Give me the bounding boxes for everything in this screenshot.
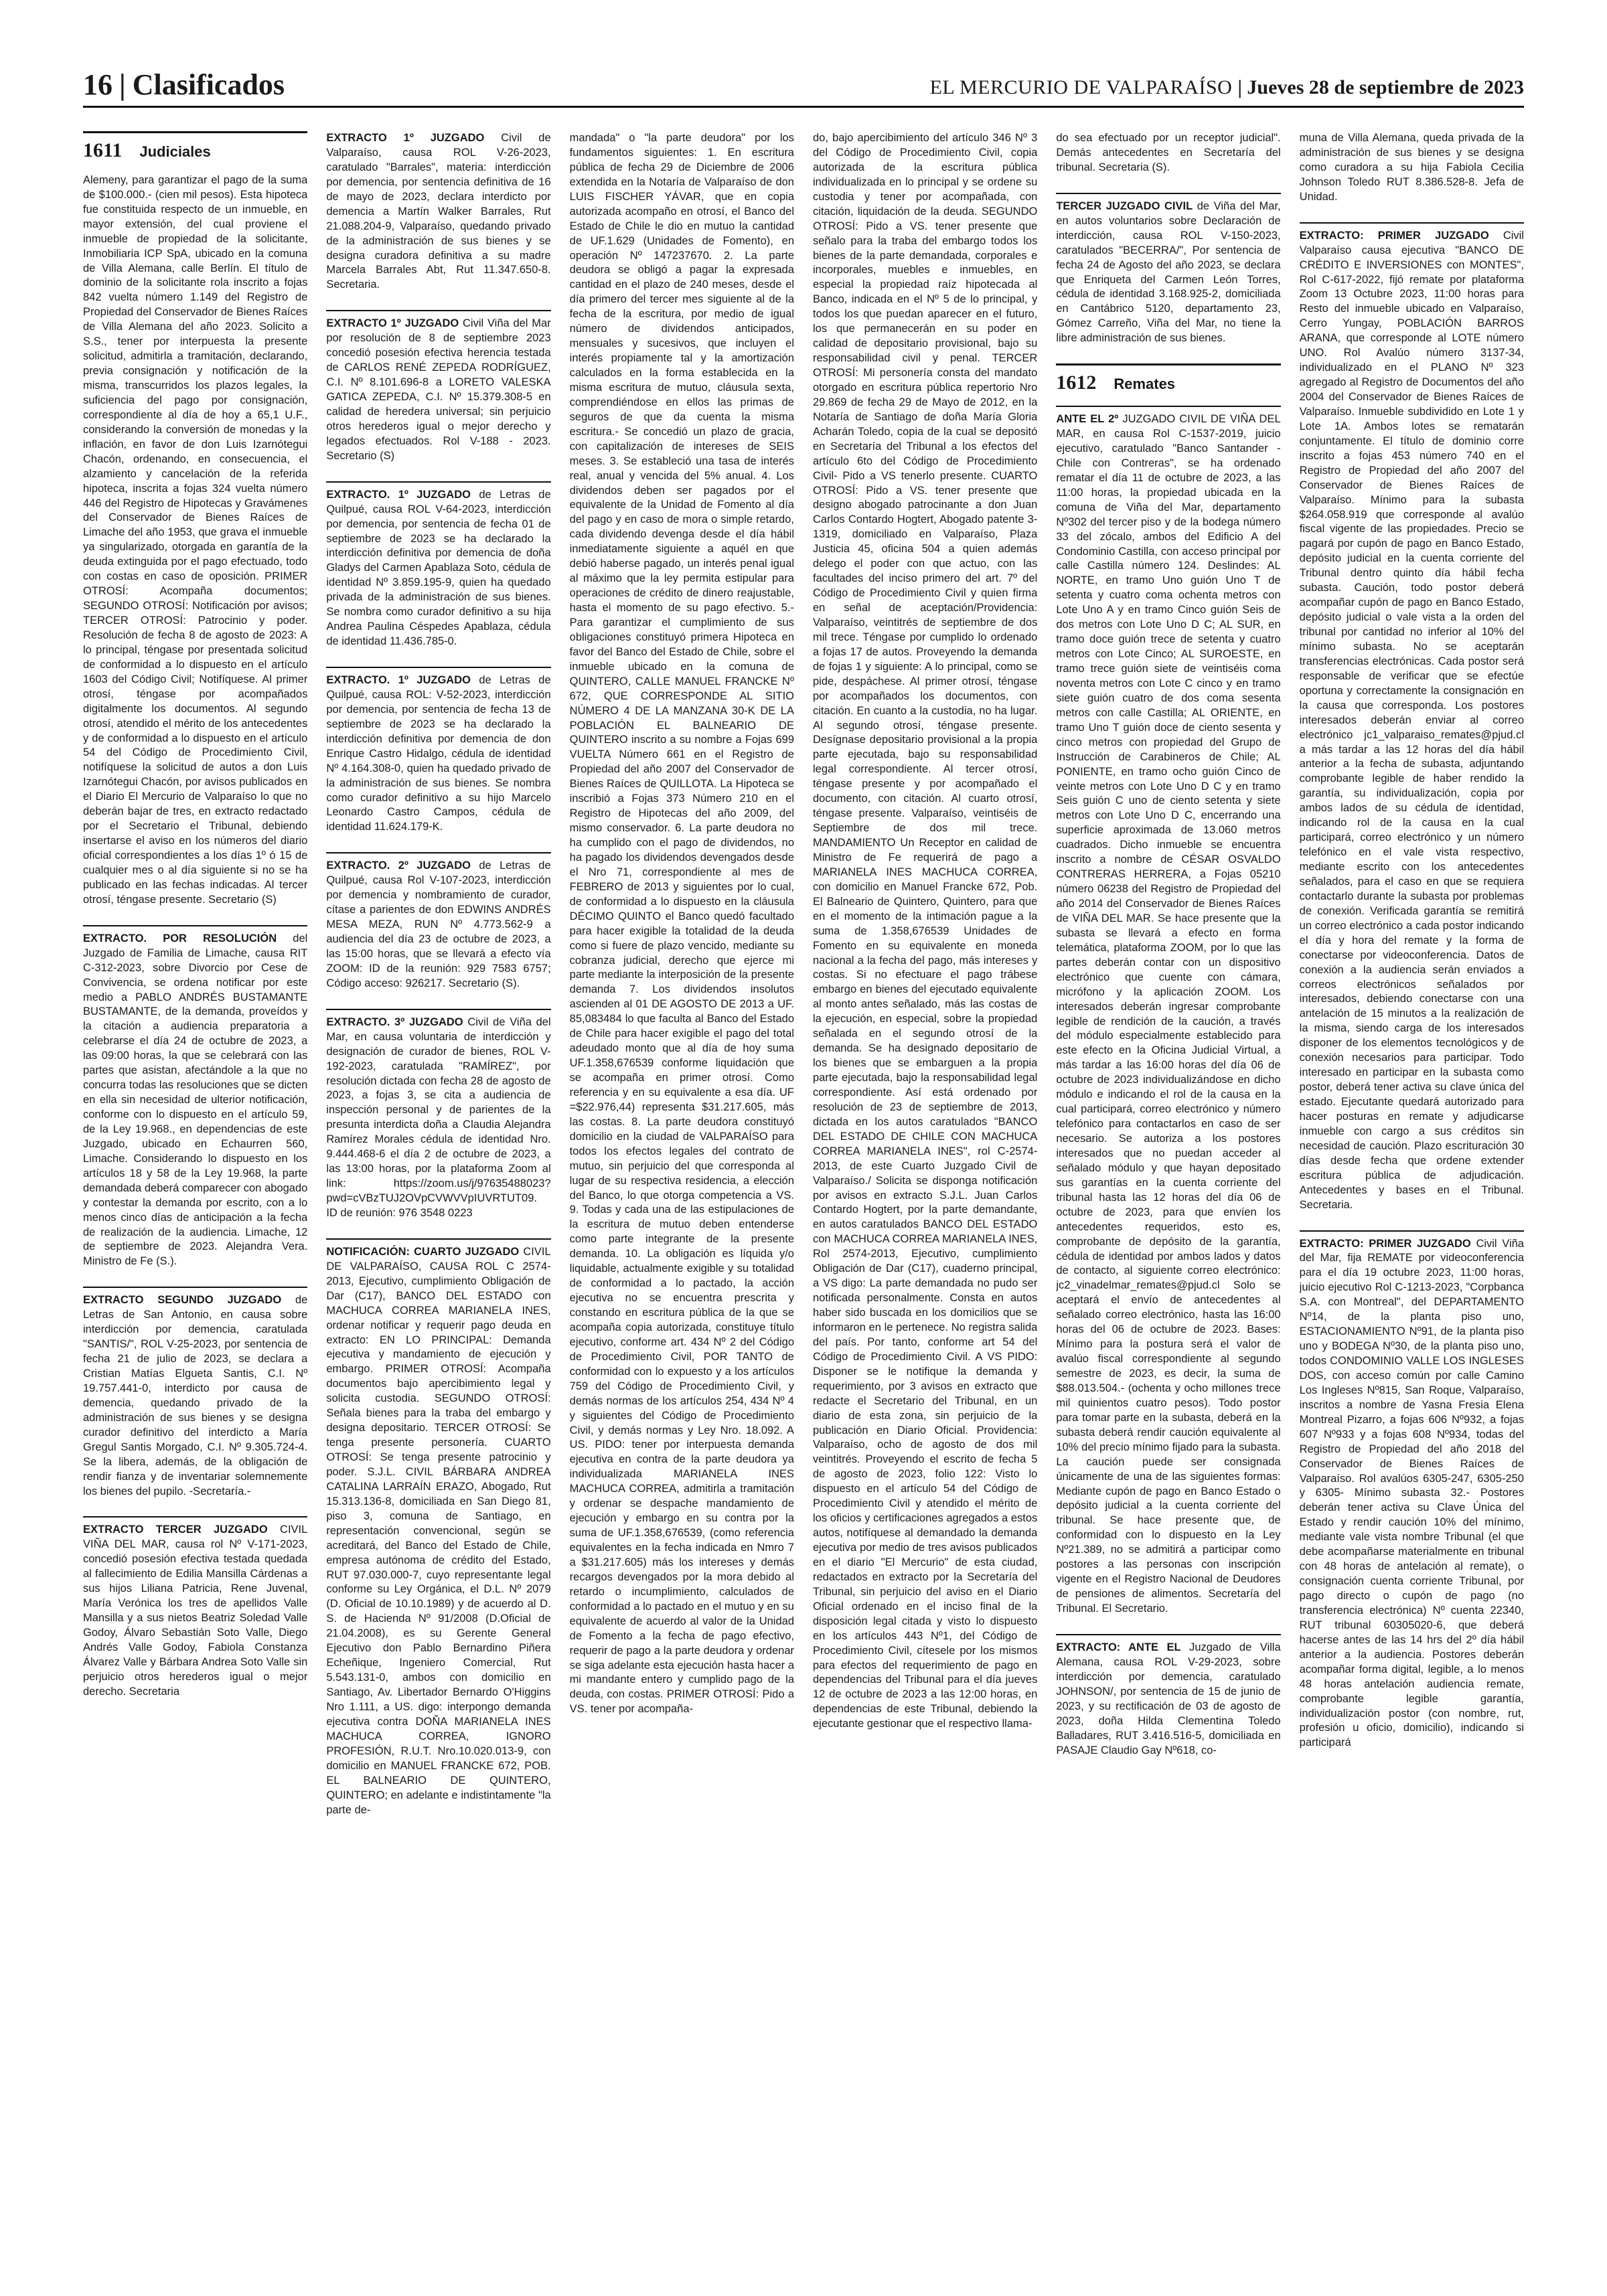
notice-text bbox=[813, 131, 1037, 1732]
column-2 bbox=[326, 131, 550, 2246]
legal-notice bbox=[326, 131, 550, 295]
notice-text bbox=[1056, 412, 1280, 1617]
notice-body: do sea efectuado por un receptor judicial". Demás antecedentes en Secretaría del tribunal. Secretaria (S). bbox=[1056, 132, 1281, 173]
notice-body: muna de Villa Alemana, queda privada de la administración de sus bienes y se designa como curadora a su hija Fabiola Cecilia Johnson Toledo RUT 8.386.528-8. Jefa de Unidad. bbox=[1299, 132, 1524, 203]
notice-text bbox=[83, 932, 307, 1270]
page-header bbox=[83, 64, 1524, 108]
legal-notice bbox=[1300, 1230, 1524, 1754]
notice-body: Civil de Viña del Mar, en causa voluntaria de interdicción y designación de curador de bienes, ROL V-192-2023, caratulada "RAMÍREZ", por resolución dictada con fecha 28 de agosto de 2023, a fojas 3, se cita a audiencia de inspección personal y de parientes de la presunta interdicta doña a Claudia Alejandra Ramírez Morales cédula de identidad Nro. 9.444.468-6 el día 2 de octubre de 2023, a las 13:00 horas, por la plataforma Zoom al link: https://zoom.us/j/97635488023?pwd=cVBzTUJ2OVpCVWVVpIUVRTUT09. ID de reunión: 976 3548 0223 bbox=[326, 1015, 551, 1219]
notice-body: Civil Valparaíso causa ejecutiva "BANCO DE CRÉDITO E INVERSIONES con MONTES", Rol C-617-2022, fijó remate por plataforma Zoom 13 Octubre 2023, 11:00 horas para Resto del inmueble ubicado en Valparaíso, Cerro Yungay, POBLACIÓN BARROS ARANA, que corresponde al LOTE número UNO. Rol Avalúo número 3137-34, individualizado en el PLANO Nº 323 agregado al Registro de Documentos del año 2004 del Conservador de Bienes Raíces de Valparaíso. Inmueble subdividido en Lote 1 y Lote 1A. Ambos lotes se rematarán conjuntamente. El título de dominio corre inscrito a fojas 453 número 740 en el Registro de Propiedad del año 2007 del Conservador de Bienes Raíces de Valparaíso. Mínimo para la subasta $264.058.919 que corresponde al avalúo fiscal vigente de las propiedades. Precio se pagará por cupón de pago en Banco Estado, depósito judicial en la cuenta corriente del Tribunal dentro quinto día hábil fecha subasta. Caución, todo postor deberá acompañar cupón de pago en Banco Estado, depósito judicial o vale vista a la orden del tribunal por cantidad no inferior al 10% del mínimo subasta. No se aceptarán transferencias electrónicas. Cada postor será responsable de verificar que se efectúe oportuna y correctamente la consignación en la causa que corresponda. Los postores interesados deberán enviar al correo electrónico jc1_valparaiso_remates@pjud.cl a más tardar a las 12 horas del día hábil anterior a la fecha de subasta, adjuntando comprobante legible de haber rendido la garantía, su individualización, copia por ambos lados de su cédula de identidad, indicando rol de la causa en la cual participará, correo electrónico y un número telefónico en el vale vista respectivo, mediante escrito con los antecedentes señalados, para el caso en que se requiera contactarlo durante la subasta por problemas de conexión. Verificada garantía se remitirá un correo electrónico a cada postor indicando el día y hora del remate y la forma de conectarse por videoconferencia. Datos de conexión a la audiencia serán enviados a correos electrónicos señalados por interesados, debiendo conectarse con una antelación de 15 minutos a la realización de la misma, siendo carga de los interesados disponer de los elementos tecnológicos y de conexión necesarios para participar. Todo interesado en participar en la subasta como postor, deberá tener activa su clave única del estado. Ejecutante quedará autorizado para hacer posturas en remate y adjudicarse inmueble con cargo a sus créditos sin necesidad de caución. Plazo escrituración 30 días desde fecha que ordene extender escritura pública de adjudicación. Antecedentes y bases en el Tribunal. Secretaria. bbox=[1299, 229, 1524, 1211]
legal-notice bbox=[1300, 222, 1524, 1216]
column-1 bbox=[83, 131, 307, 2246]
notice-body: del Juzgado de Familia de Limache, causa RIT C-312-2023, sobre Divorcio por Cese de Convivencia, se ordena notificar por este medio a PABLO ANDRÉS BUSTAMANTE BUSTAMANTE, de la demanda, proveídos y la citación a audiencia preparatoria a celebrarse el día 24 de octubre de 2023, a las 09:00 horas, la que se celebrará con las partes que asistan, afectándole a la que no concurra todas las resoluciones que se dicten en ella sin necesidad de ulterior notificación, conforme con lo dispuesto en el artículo 59, de la Ley 19.968., en dependencias de este Juzgado, ubicado en Echaurren 560, Limache. Considerando lo dispuesto en los artículos 18 y 58 de la Ley 19.968, la parte demandada deberá comparecer con abogado y contestar la demanda por escrito, con a lo menos cinco días de anticipación a la fecha de realización de la audiencia. Limache, 12 de septiembre de 2023. Alejandra Vera. Ministro de Fe (S.). bbox=[83, 932, 308, 1268]
notice-lead: EXTRACTO 1º JUZGADO bbox=[326, 132, 485, 144]
legal-notice bbox=[83, 1287, 307, 1501]
legal-notice bbox=[1056, 1634, 1280, 1761]
notice-lead: EXTRACTO: ANTE EL bbox=[1056, 1641, 1181, 1653]
header-separator: | bbox=[119, 68, 126, 101]
legal-notice bbox=[813, 131, 1037, 1734]
notice-text bbox=[1300, 1237, 1524, 1751]
legal-notice bbox=[1300, 131, 1524, 208]
notice-lead: EXTRACTO. 1º JUZGADO bbox=[326, 674, 471, 686]
section-label: Judiciales bbox=[139, 143, 211, 160]
legal-notice bbox=[570, 131, 794, 1720]
notice-text bbox=[326, 488, 550, 649]
notice-body: de Letras de Quilpué, causa Rol V-107-2023, interdicción por demencia y nombramiento de curador, cítase a parientes de don EDWINS ANDRÉS MESA MEZA, RUN Nº 4.773.562-9 a audiencia del día 23 de octubre de 2023, a las 15:00 horas, que se llevará a efecto vía ZOOM: ID de la reunión: 929 7583 6757; Código acceso: 926217. Secretario (S). bbox=[326, 859, 551, 989]
classifieds-columns bbox=[83, 131, 1524, 2246]
section-number: 1611 bbox=[83, 139, 123, 161]
notice-text bbox=[326, 859, 550, 991]
notice-text bbox=[1300, 131, 1524, 205]
notice-text bbox=[1300, 229, 1524, 1213]
notice-body: de Letras de San Antonio, en causa sobre interdicción por demencia, caratulada "SANTIS/", ROL V-25-2023, por sentencia de fecha 21 de julio de 2023, se declara a Cristian Matías Elgueta Santis, C.I. Nº 19.757.441-0, interdicto por causa de demencia, quedando privado de la administración de sus bienes y se designa curador definitivo del interdicto a María Gregul Santis Morgado, C.I. Nº 9.305.724-4. Se la libera, además, de la obligación de rendir fianza y de inventariar solemnemente los bienes del pupilo. -Secretaría.- bbox=[83, 1294, 308, 1497]
notice-body: JUZGADO CIVIL DE VIÑA DEL MAR, en causa Rol C-1537-2019, juicio ejecutivo, caratulado "Banco Santander - Chile con Contreras", se ha ordenado rematar el día 11 de octubre de 2023, a las 11:00 horas, la propiedad ubicada en la comuna de Viña del Mar, departamento Nº302 del tercer piso y de la bodega número 33 del zócalo, ambos del Edificio A del Condominio Castilla, con acceso principal por calle Castilla número 124. Deslindes: AL NORTE, en tramo Uno guión Uno T de setenta y cuatro coma ochenta metros con Lote Uno A y en tramo Cinco guión Seis de dos metros con Lote Uno D C; AL SUR, en tramo doce guión trece de setenta y cuatro metros con Lote Cinco; AL SUROESTE, en tramo trece guión siete de veintiséis coma noventa metros con Lote C cinco y en tramo siete guión cuatro de dos coma sesenta metros con calle Castilla; AL ORIENTE, en tramo Uno T guión doce de ciento sesenta y cinco metros con propiedad del Grupo de Instrucción de Carabineros de Chile; AL PONIENTE, en tramo ocho guión Cinco de veinte metros con Lote Uno D C y en tramo Seis guión C uno de ciento setenta y siete metros con Lote Uno D C, encerrando una superficie aproximada de 13.060 metros cuadrados. Dicho inmueble se encuentra inscrito a nombre de CÉSAR OSVALDO CONTRERAS HERRERA, a Fojas 05210 número 06238 del Registro de Propiedad del año 2014 del Conservador de Bienes Raíces de VIÑA DEL MAR. Se hace presente que la subasta se llevará a efecto en forma telemática, plataforma ZOOM, por lo que las partes deberán contar con un dispositivo electrónico que cuente con cámara, micrófono y la aplicación ZOOM. Los interesados deberán ingresar comprobante legible de rendición de la caución, a través del módulo especialmente establecido para este efecto en la Oficina Judicial Virtual, a más tardar a las 16:00 horas del día 06 de octubre de 2023 individualizándose en dicho módulo e indicando el rol de la causa en la cual participará, correo electrónico y número telefónico para contactarlos en caso de ser necesario. Se autoriza a los postores interesados que no puedan acceder al señalado módulo y que hayan depositado sus garantías en la cuenta corriente del tribunal hasta las 12 horas del día 06 de octubre de 2023, para que envíen los antecedentes requeridos, esto es, comprobante de depósito de la garantía, cédula de identidad por ambos lados y datos de contacto, al siguiente correo electrónico: jc2_vinadelmar_remates@pjud.cl Solo se aceptará el envío de antecedentes al señalado correo electrónico, hasta las 16:00 horas del 06 de octubre de 2023. Bases: Mínimo para la postura será el valor de avalúo fiscal correspondiente al segundo semestre de 2023, es decir, la suma de $88.013.504.- (ochenta y ocho millones trece mil quinientos cuatro pesos). Todo postor para tomar parte en la subasta, deberá en la subasta deberá rendir caución equivalente al 10% del precio mínimo fijado para la subasta. La caución puede ser consignada únicamente de una de las siguientes formas: Mediante cupón de pago en Banco Estado o depósito judicial a la cuenta corriente del tribunal. Se hace presente que, de conformidad con lo dispuesto en la Ley Nº21.389, no se admitirá a participar como postores a las personas con inscripción vigente en el Registro Nacional de Deudores de pensiones de alimentos. Secretaría del Tribunal. El Secretario. bbox=[1056, 413, 1281, 1615]
notice-body: Civil Viña del Mar, fija REMATE por videoconferencia para el día 19 octubre 2023, 11:00 horas, juicio ejecutivo Rol C-1213-2023, "Corpbanca S.A. con Montreal", del DEPARTAMENTO Nº14, de la planta piso uno, ESTACIONAMIENTO Nº91, de la planta piso uno y BODEGA Nº30, de la planta piso uno, todos CONDOMINIO VALLE LOS INGLESES DOS, con acceso común por calle Camino Los Ingleses Nº815, San Roque, Valparaíso, inscritos a nombre de Yasna Fresia Elena Montreal Pizarro, a fojas 606 Nº932, a fojas 607 Nº933 y a fojas 608 Nº934, todas del Registro de Propiedad del año 2018 del Conservador de Bienes Raíces de Valparaíso. Rol avalúos 6305-247, 6305-250 y 6305- Mínimo subasta 32.- Postores deberán tener activa su Clave Única del Estado y rendir caución 10% del mínimo, mediante vale vista nombre Tribunal (el que debe acompañarse materialmente en tribunal con 48 horas de antelación al remate), o consignación cuenta corriente Tribunal, por pago directo o cupón de pago (no transferencia electrónica) Nº cuenta 22340, RUT tribunal 60305020-6, que deberá hacerse antes de las 14 hrs del 2º día hábil anterior a la audiencia. Postores deberán acompañar forma digital, legible, a lo menos 48 horas antelación audiencia remate, comprobante legible garantía, individualización postor (con nombre, rut, profesión u oficio, domicilio), indicando si participará bbox=[1299, 1237, 1524, 1749]
notice-lead: EXTRACTO TERCER JUZGADO bbox=[83, 1524, 268, 1536]
notice-text bbox=[326, 317, 550, 463]
column-5 bbox=[1056, 131, 1280, 2246]
notice-text bbox=[1056, 1641, 1280, 1758]
legal-notice bbox=[83, 173, 307, 910]
notice-text bbox=[83, 173, 307, 908]
section-number: 1612 bbox=[1056, 372, 1097, 394]
notice-body: Civil Viña del Mar por resolución de 8 de septiembre 2023 concedió posesión efectiva herencia testada de CARLOS RENÉ ZEPEDA RODRÍGUEZ, C.I. Nº 8.101.696-8 a LORETO VALESKA GATICA ZEPEDA, C.I. Nº 15.379.308-5 en calidad de heredera universal; sin perjuicio otros herederos igual o mejor derecho y legados efectuados. Rol V-188 - 2023. Secretario (S) bbox=[326, 317, 551, 462]
legal-notice bbox=[1056, 193, 1280, 349]
notice-lead: ANTE EL 2º bbox=[1056, 413, 1119, 426]
notice-text bbox=[1056, 131, 1280, 175]
legal-notice bbox=[326, 1238, 550, 1821]
notice-lead: EXTRACTO. 3º JUZGADO bbox=[326, 1015, 463, 1028]
notice-body: Juzgado de Villa Alemana, causa ROL V-29-2023, sobre interdicción por demencia, caratulado JOHNSON/, por sentencia de 15 de junio de 2023, y su rectificación de 03 de agosto de 2023, doña Hilda Clementina Toledo Balladares, RUT 3.416.516-5, domiciliada en PASAJE Claudio Gay Nº618, co- bbox=[1056, 1641, 1281, 1756]
notice-lead: EXTRACTO. POR RESOLUCIÓN bbox=[83, 932, 277, 945]
notice-text bbox=[83, 1293, 307, 1499]
legal-notice bbox=[326, 667, 550, 837]
column-6 bbox=[1300, 131, 1524, 2246]
legal-notice bbox=[326, 852, 550, 993]
notice-body: do, bajo apercibimiento del artículo 346 Nº 3 del Código de Procedimiento Civil, copia autorizada de la escritura pública individualizada en lo principal y se ordene su custodia y tener por acompañada, con citación, liquidación de la deuda. SEGUNDO OTROSÍ: Pido a VS. tener presente que señalo para la traba del embargo todos los bienes de la parte demandada, corporales e incorporales, muebles e inmuebles, en especial la propiedad raíz hipotecada al Banco, indicada en el Nº 5 de lo principal, y todos los que puedan aparecer en el futuro, los que permanecerán en su poder en calidad de depositario provisional, bajo su responsabilidad civil y penal. TERCER OTROSÍ: Mi personería consta del mandato otorgado en escritura pública repertorio Nro 29.869 de fecha 29 de Mayo de 2012, en la Notaría de Santiago de doña María Gloria Acharán Toledo, copia de la cual se depositó en Secretaría del Tribunal a los efectos del artículo 6to del Código de Procedimiento Civil- Pido a VS tenerlo presente. CUARTO OTROSÍ: Pido a VS. tener presente que designo abogado patrocinante a don Juan Carlos Contardo Hogtert, Abogado patente 3-1319, domiciliado en Valparaíso, Plaza Justicia 45, oficina 504 a quien además delego el poder con que actuo, con las facultades del inciso primero del art. 7º del Código de Procedimiento Civil y quien firma en señal de aceptación/Providencia: Valparaíso, veintitrés de septiembre de dos mil trece. Téngase por cumplido lo ordenado a fojas 17 de autos. Proveyendo la demanda de fojas 1 y siguiente: A lo principal, como se pide, despáchese. Al primer otrosí, téngase por acompañados los documentos, con citación. En cuanto a la custodia, no ha lugar. Al segundo otrosí, téngase presente. Desígnase depositario provisional a la propia parte ejecutada, bajo su responsabilidad legal correspondiente. Al tercer otrosí, téngase presente y por acompañado el documento, con citación. Al cuarto otrosí, téngase presente. Valparaíso, veintiséis de Septiembre de dos mil trece. MANDAMIENTO Un Receptor en calidad de Ministro de Fe requerirá de pago a MARIANELA INES MACHUCA CORREA, con domicilio en Manuel Francke 672, Pob. El Balneario de Quintero, Quintero, para que en el momento de la intimación pague a la suma de 1.358,676539 Unidades de Fomento en su equivalente en moneda nacional a la fecha del pago, más intereses y costas. Si no efectuare el pago trábese embargo en bienes del ejecutado equivalente al monto antes señalado, más las costas de la ejecución, en especial, sobre la propiedad señalada en el segundo otrosí de la demanda. Se ha designado depositario de los bienes que se embarguen a la propia parte ejecutada, bajo la responsabilidad legal correspondiente. Así está ordenado por resolución de 23 de septiembre de 2013, dictada en los autos caratulados "BANCO DEL ESTADO DE CHILE CON MACHUCA CORREA MARIANELA INES", rol C-2574-2013, de este Cuarto Juzgado Civil de Valparaíso./ Solicita se disponga notificación por avisos en extracto S.J.L. Juan Carlos Contardo Hogtert, por la parte demandante, en autos caratulados BANCO DEL ESTADO con MACHUCA CORREA MARIANELA INES, Rol 2574-2013, Ejecutivo, cumplimiento Obligación de Dar (C17), cuaderno principal, a VS digo: La parte demandada no pudo ser notificada personalmente. Consta en autos haber sido buscada en los domicilios que se informaron en le pertenece. No registra salida del país. Por tanto, conforme art 54 del Código de Procedimiento Civil. A VS PIDO: Disponer se le notifique la demanda y requerimiento, por 3 avisos en extracto que redacte el Secretario del Tribunal, en un diario de esta zona, sin perjuicio de la publicación en Diario Oficial. Providencia: Valparaíso, ocho de agosto de dos mil veintitrés. Proveyendo el escrito de fecha 5 de agosto de 2023, folio 122: Visto lo dispuesto en el artículo 54 del Código de Procedimiento Civil y atendido el mérito de los oficios y certificaciones agregados a estos autos, notifíquese al demandado la demanda ejecutiva por medio de tres avisos publicados en el diario "El Mercurio" de esta ciudad, redactados en extracto por la Secretaría del Tribunal, sin perjuicio del aviso en el Diario Oficial ordenado en el inciso final de la disposición legal citada y visto lo dispuesto en los artículos 443 Nº1, del Código de Procedimiento Civil, cítesele por los mismos para efectos del requerimiento de pago en dependencias del Tribunal para el día jueves 12 de octubre de 2023 a las 12:00 horas, en dependencias de este Tribunal, debiendo la ejecutante gestionar que el respectivo llama- bbox=[813, 132, 1038, 1730]
notice-lead: EXTRACTO. 1º JUZGADO bbox=[326, 488, 471, 501]
legal-notice bbox=[83, 925, 307, 1273]
notice-body: de Letras de Quilpué, causa ROL V-64-2023, interdicción por demencia, por sentencia de fecha 01 de septiembre de 2023 se ha declarado la interdicción definitiva por demencia de doña Gladys del Carmen Apablaza Soto, cédula de identidad Nº 3.859.195-9, quien ha quedado privada de la administración de sus bienes. Se nombra como curador definitivo a su hija Andrea Paulina Céspedes Apablaza, cédula de identidad 11.436.785-0. bbox=[326, 488, 551, 648]
legal-notice bbox=[326, 310, 550, 466]
notice-text bbox=[570, 131, 794, 1717]
notice-lead: TERCER JUZGADO CIVIL bbox=[1056, 199, 1193, 212]
issue-date: | Jueves 28 de septiembre de 2023 bbox=[1237, 76, 1524, 98]
notice-lead: EXTRACTO 1º JUZGADO bbox=[326, 317, 459, 330]
notice-body: CIVIL DE VALPARAÍSO, CAUSA ROL C 2574-2013, Ejecutivo, cumplimiento Obligación de Dar (C17), BANCO DEL ESTADO con MACHUCA CORREA MARIANELA INES, ordenar notificar y requerir pago deuda en extracto: EN LO PRINCIPAL: Demanda ejecutiva y mandamiento de ejecución y embargo. PRIMER OTROSÍ: Acompaña documentos bajo apercibimiento legal y solicita custodia. SEGUNDO OTROSÍ: Señala bienes para la traba del embargo y designa depositario. TERCER OTROSÍ: Se tenga presente personería. CUARTO OTROSÍ: Se tenga presente patrocinio y poder. S.J.L. CIVIL BÁRBARA ANDREA CATALINA LARRAÍN ERAZO, Abogado, Rut 15.313.136-8, domiciliada en San Diego 81, piso 3, comuna de Santiago, en representación convencional, según se acreditará, del Banco del Estado de Chile, empresa autónoma de crédito del Estado, RUT 97.030.000-7, cuyo representante legal conforme su Ley Orgánica, el D.L. Nº 2079 (D. Oficial de 10.10.1989) y de acuerdo al D. S. de Hacienda Nº 91/2008 (D.Oficial de 21.04.2008), es su Gerente General Ejecutivo don Pablo Bernardino Piñera Echeñique, Ingeniero Comercial, Rut 5.543.131-0, ambos con domicilio en Santiago, Av. Libertador Bernardo O'Higgins Nro 1.111, a US. digo: interpongo demanda ejecutiva contra DOÑA MARIANELA INES MACHUCA CORREA, IGNORO PROFESIÓN, R.U.T. Nro.10.020.013-9, con domicilio en MANUEL FRANCKE 672, POB. EL BALNEARIO DE QUINTERO, QUINTERO; en adelante e indistintamente "la parte de- bbox=[326, 1245, 551, 1816]
section-label: Remates bbox=[1114, 376, 1176, 393]
notice-text bbox=[1056, 199, 1280, 346]
legal-notice bbox=[326, 1009, 550, 1224]
notice-lead: EXTRACTO: PRIMER JUZGADO bbox=[1299, 1237, 1471, 1250]
section-title: Clasificados bbox=[132, 68, 285, 101]
notice-text bbox=[326, 1245, 550, 1818]
notice-body: mandada" o "la parte deudora" por los fundamentos siguientes: 1. En escritura pública de fecha 29 de Diciembre de 2006 extendida en la Notaría de Valparaíso de don LUIS FISCHER YÁVAR, que en copia autorizada acompaño en otrosí, el Banco del Estado de Chile le dio en mutuo la cantidad de UF.1.629 (Unidades de Fomento), en operación Nº 147237670. 2. La parte deudora se obligó a pagar la expresada cantidad en el plazo de 240 meses, desde el día primero del tercer mes siguiente al de la fecha de la escritura, por medio de igual número de dividendos anticipados, mensuales y sucesivos, que incluyen el interés propiamente tal y la amortización calculados en la forma establecida en la misma escritura de mutuo, cláusula sexta, comprendiéndose en ellos las primas de seguros de que da cuenta la misma escritura.- Se concedió un plazo de gracia, con capitalización de intereses de SEIS meses. 3. Se estableció una tasa de interés real, anual y vencida del 5% anual. 4. Los dividendos deben ser pagados por el equivalente de la Unidad de Fomento al día del pago y en caso de mora o simple retardo, cada dividendo devenga desde el día hábil inmediatamente siguiente a aquél en que debió haberse pagado, un interés penal igual al máximo que la ley permita estipular para operaciones de crédito de dinero reajustable, hasta el momento de su pago efectivo. 5.- Para garantizar el cumplimiento de sus obligaciones constituyó primera Hipoteca en favor del Banco del Estado de Chile, sobre el inmueble ubicado en la comuna de QUINTERO, CALLE MANUEL FRANCKE Nº 672, QUE CORRESPONDE AL SITIO NÚMERO 4 DE LA MANZANA 30-K DE LA POBLACIÓN EL BALNEARIO DE QUINTERO inscrito a su nombre a Fojas 699 VUELTA Número 661 en el Registro de Propiedad del año 2007 del Conservador de Bienes Raíces de QUILLOTA. La Hipoteca se inscribió a Fojas 373 Número 210 en el Registro de Hipotecas del año 2009, del mismo conservador. 6. La parte deudora no ha cumplido con el pago de dividendos, no ha pagado los dividendos devengados desde el Nro 71, correspondiente al mes de FEBRERO de 2013 y siguientes por lo cual, de conformidad a lo dispuesto en la cláusula DÉCIMO QUINTO el Banco quedó facultado para hacer exigible la totalidad de la deuda como si fuere de plazo vencido, mediante su cobranza judicial, derecho que ejerce mi parte mediante la interposición de la presente demanda 7. Los dividendos insolutos ascienden al 01 DE AGOSTO DE 2013 a UF. 85,083484 lo que faculta al Banco del Estado de Chile para hacer exigible el pago del total adeudado monto que al día de hoy suma UF.1.358,676539 conforme liquidación que se acompaña en primer otrosí. Como referencia y en su equivalente a esa día. UF =$22.976,44) representa $31.217.605, más las costas. 8. La parte deudora constituyó domicilio en la ciudad de VALPARAÍSO para todos los efectos legales del contrato de mutuo, sin perjuicio del que corresponda al lugar de su respectiva residencia, a elección del Banco, lo que otorga competencia a VS. 9. Todas y cada una de las estipulaciones de la escritura de mutuo deben entenderse como parte integrante de la presente demanda. 10. La obligación es líquida y/o liquidable, actualmente exigible y su totalidad de conformidad a lo pactado, la acción ejecutiva no se encuentra prescrita y constando en escritura pública de la que se acompaña copia autorizada, constituye título ejecutivo, conforme art. 434 Nº 2 del Código de Procedimiento Civil, POR TANTO de conformidad con lo expuesto y a los artículos 759 del Código de Procedimiento Civil, y demás normas de los artículos 254, 434 Nº 4 y siguientes del Código de Procedimiento Civil, y demás normas y Ley Nro. 18.092. A US. PIDO: tener por interpuesta demanda ejecutiva en contra de la parte deudora ya individualizada MARIANELA INES MACHUCA CORREA, admitirla a tramitación y ordenar se despache mandamiento de ejecución y embargo en su contra por la suma de UF.1.358,676539, (como referencia equivalentes en la fecha indicada en Nmro 7 a $31.217.605) más los intereses y demás recargos devengados por la mora debido al retardo o incumplimiento, calculados de conformidad a lo pactado en el mutuo y en su equivalente de acuerdo al valor de la Unidad de Fomento a la fecha de pago efectivo, requerir de pago a la parte deudora y ordenar se siga adelante esta ejecución hasta hacer a mi mandante entero y cumplido pago de la deuda, con costas. PRIMER OTROSÍ: Pido a VS. tener por acompaña- bbox=[569, 132, 794, 1716]
notice-lead: NOTIFICACIÓN: CUARTO JUZGADO bbox=[326, 1245, 520, 1258]
notice-text bbox=[326, 673, 550, 835]
notice-body: CIVIL VIÑA DEL MAR, causa rol Nº V-171-2023, concedió posesión efectiva testada quedada al fallecimiento de Edilia Mansilla Cárdenas a sus hijos Liliana Patricia, Rene Juvenal, María Verónica los tres de apellidos Valle Mansilla y a sus nietos Beatriz Soledad Valle Godoy, Álvaro Sebastián Soto Valle, Diego Andrés Valle Godoy, Fabiola Constanza Álvarez Valle y Bárbara Andrea Soto Valle sin perjuicio otros herederos igual o mejor derecho. Secretaria bbox=[83, 1524, 308, 1698]
notice-lead: EXTRACTO: PRIMER JUZGADO bbox=[1299, 229, 1489, 242]
notice-lead: EXTRACTO. 2º JUZGADO bbox=[326, 859, 471, 872]
notice-text bbox=[83, 1523, 307, 1699]
notice-body: Civil de Valparaíso, causa ROL V-26-2023, caratulado "Barrales", materia: interdicción por demencia, por sentencia definitiva de 16 de mayo de 2023, declara interdicto por demencia a Martín Walker Barrales, Rut 21.088.204-9, Valparaíso, quedando privado de la administración de sus bienes y se designa curadora definitiva a su madre Marcela Barrales Abt, Rut 11.347.650-8. Secretaria. bbox=[326, 132, 551, 291]
legal-notice bbox=[83, 1516, 307, 1702]
newspaper-name: EL MERCURIO DE VALPARAÍSO bbox=[929, 76, 1233, 98]
column-4 bbox=[813, 131, 1037, 2246]
legal-notice bbox=[326, 481, 550, 652]
notice-text bbox=[326, 131, 550, 293]
header-left bbox=[83, 68, 285, 106]
section-header-judiciales bbox=[83, 131, 307, 164]
notice-body: de Viña del Mar, en autos voluntarios sobre Declaración de interdicción, causa ROL V-150-2023, caratulados "BECERRA/", Por sentencia de fecha 24 de Agosto del año 2023, se declara que Enriqueta del Carmen León Torres, cédula de identidad 3.168.925-2, domiciliada en Cantábrico 5120, departamento 23, Gómez Carreño, Viña del Mar, no tiene la libre administración de sus bienes. bbox=[1056, 199, 1281, 345]
header-right bbox=[930, 76, 1524, 106]
notice-lead: EXTRACTO SEGUNDO JUZGADO bbox=[83, 1294, 282, 1307]
notice-body: Alemeny, para garantizar el pago de la suma de $100.000.- (cien mil pesos). Esta hipoteca fue constituida respecto de un inmueble, en mayor extensión, del cual proviene el inmueble de propiedad de la solicitante, Inmobiliaria ICP SpA, ubicado en la comuna de Villa Alemana, calle Berlín. El título de dominio de la solicitante rola inscrito a fojas 842 vuelta número 1.149 del Registro de Propiedad del Conservador de Bienes Raíces de Villa Alemana del año 2023. Solicito a S.S., tener por interpuesta la presente solicitud, admitirla a tramitación, declarando, previa consignación y notificación de la misma, transcurridos los plazos legales, la suficiencia del pago por consignación, correspondiente al día de hoy a 65,1 U.F., considerando la conversión de monedas y la inflación, en favor de don Luis Izarnótegui Chacón, ordenando, en consecuencia, el alzamiento y cancelación de la referida hipoteca, inscrita a fojas 324 vuelta número 446 del Registro de Hipotecas y Gravámenes del Conservador de Bienes Raíces de Limache del año 1953, que grava el inmueble ya singularizado, otorgada en garantía de la deuda extinguida por el pago efectuado, todo con costas en caso de oposición. PRIMER OTROSÍ: Acompaña documentos; SEGUNDO OTROSÍ: Notificación por avisos; TERCER OTROSÍ: Patrocinio y poder. Resolución de fecha 8 de agosto de 2023: A lo principal, téngase por presentada solicitud de conformidad a lo dispuesto en el artículo 1603 del Código Civil; Notifíquese. Al primer otrosí, téngase por acompañados digitalmente los documentos. Al segundo otrosí, atendido el mérito de los antecedentes y de conformidad a lo dispuesto en el artículo 54 del Código de Procedimiento Civil, notifíquese la solicitud de autos a don Luis Izarnótegui Chacón, por avisos publicados en el Diario El Mercurio de Valparaíso lo que no deberán bajar de tres, en extracto redactado por el Secretario el Tribunal, debiendo insertarse el aviso en los números del diario oficial correspondientes a los días 1º ó 15 de cualquier mes o al día siguiente si no se ha publicado en las fechas indicadas. Al tercer otrosí, téngase presente. Secretario (S) bbox=[83, 173, 308, 906]
notice-text bbox=[326, 1015, 550, 1221]
section-header-remates bbox=[1056, 363, 1280, 396]
column-3 bbox=[570, 131, 794, 2246]
legal-notice bbox=[1056, 406, 1280, 1619]
page-number: 16 bbox=[83, 68, 112, 101]
notice-body: de Letras de Quilpué, causa ROL: V-52-2023, interdicción por demencia, por sentencia de fecha 13 de septiembre de 2023 se ha declarado la interdicción definitiva por demencia de don Enrique Castro Hidalgo, cédula de identidad Nº 4.164.308-0, quien ha quedado privado de la administración de sus bienes. Se nombra como curador definitivo a su hijo Marcelo Leonardo Castro Campos, cédula de identidad 11.624.179-K. bbox=[326, 674, 551, 833]
legal-notice bbox=[1056, 131, 1280, 178]
